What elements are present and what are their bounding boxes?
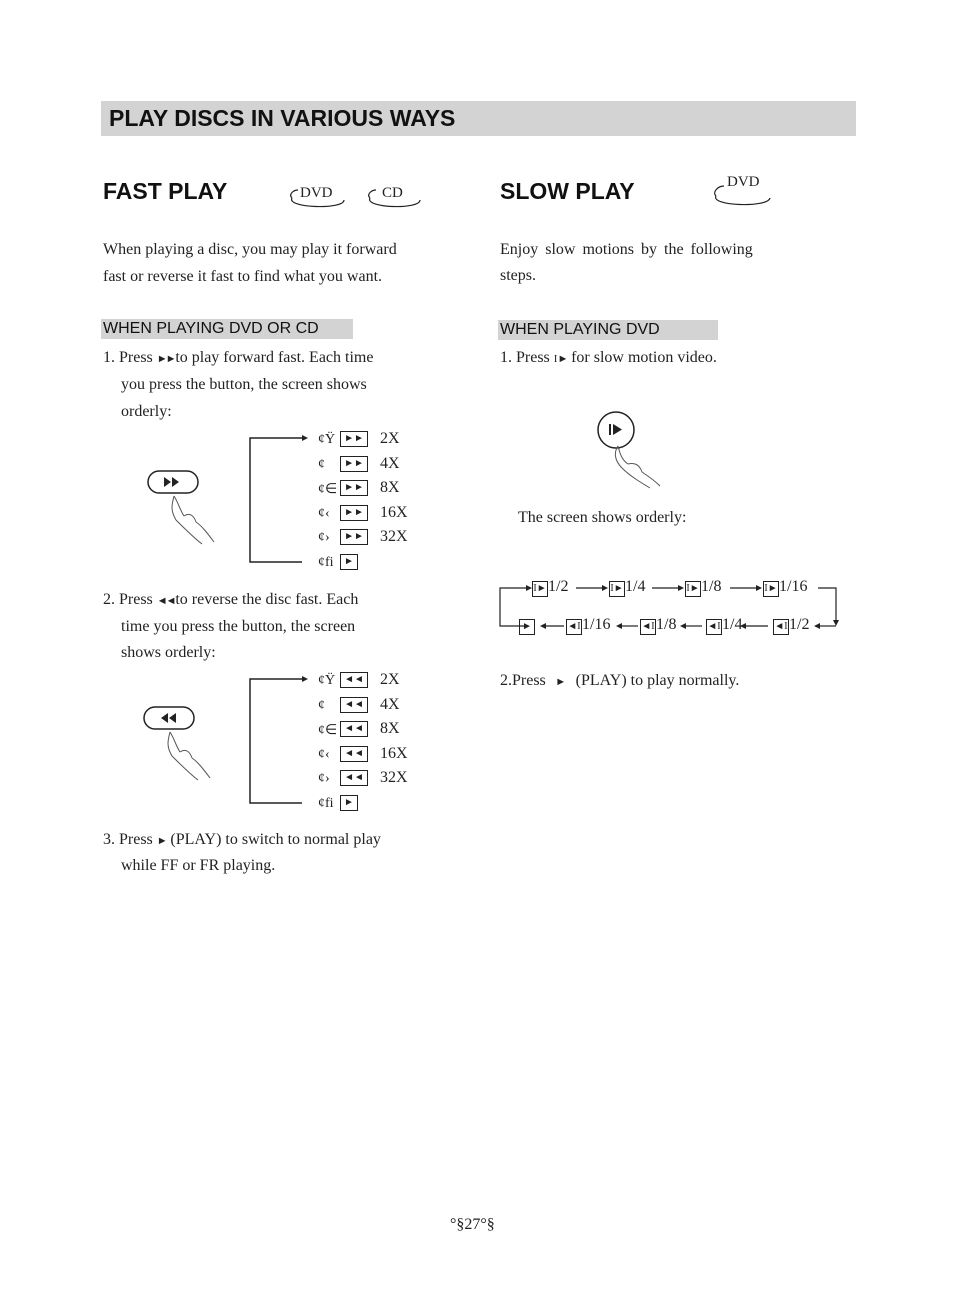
slow-motion-remote-button-icon: [594, 408, 674, 490]
slow-forward-box-icon: I►: [609, 581, 625, 597]
ff-box-icon: ►►: [340, 505, 368, 521]
ff-glyph: ¢‹: [318, 506, 330, 521]
slow-forward-item: [685, 578, 721, 597]
fr-speed-label: 16X: [380, 745, 408, 762]
ff-step1-text: to play forward fast. Each time: [175, 349, 374, 366]
ff-box-icon: ►►: [340, 480, 368, 496]
fr-glyph: ¢›: [318, 771, 330, 786]
slow-reverse-label: 1/4: [722, 616, 743, 633]
slow-forward-label: 1/2: [548, 578, 569, 595]
step3-line1: [103, 826, 381, 855]
play-box-icon: ►: [519, 619, 535, 635]
fr-speed-label: 8X: [380, 720, 400, 737]
slow-forward-label: 1/8: [701, 578, 722, 595]
fast-reverse-remote-button-icon: [140, 704, 224, 784]
slow-screen-shows: The screen shows orderly:: [518, 509, 687, 526]
page-number: °§27°§: [450, 1216, 495, 1233]
page-title: PLAY DISCS IN VARIOUS WAYS: [109, 105, 456, 131]
fr-glyph: ¢: [318, 698, 325, 713]
slow-forward-item: [609, 578, 645, 597]
fast-play-intro-line1: When playing a disc, you may play it forward: [103, 241, 397, 258]
slow-forward-box-icon: I►: [685, 581, 701, 597]
fr-row-4x: [318, 696, 438, 716]
fr-glyph: ¢‹: [318, 747, 330, 762]
slow-forward-box-icon: I►: [532, 581, 548, 597]
slow-play-subheading: WHEN PLAYING DVD: [500, 321, 660, 338]
fr-row-8x: [318, 720, 438, 740]
ff-box-icon: ►►: [340, 456, 368, 472]
fr-box-icon: ◄◄: [340, 746, 368, 762]
fast-play-title: FAST PLAY: [103, 178, 228, 204]
cd-badge: CD: [382, 185, 403, 201]
fr-row-2x: [318, 671, 438, 691]
ff-speed-label: 2X: [380, 430, 400, 447]
ff-speed-label: 8X: [380, 479, 400, 496]
slow-step1-line: [500, 344, 717, 373]
slow-play-intro-line1: Enjoy slow motions by the following: [500, 241, 753, 258]
slow-forward-item: [532, 578, 568, 597]
fr-box-icon: ◄◄: [340, 721, 368, 737]
fr-sequence-bracket: [246, 673, 312, 807]
ff-box-icon: ►►: [340, 431, 368, 447]
ff-row-32x: [318, 528, 438, 548]
ff-glyph: ¢Ÿ: [318, 432, 336, 447]
slow-forward-item: [763, 578, 807, 597]
ff-row-4x: [318, 455, 438, 475]
ff-box-icon: ►►: [340, 529, 368, 545]
slow-step1-prefix: 1. Press: [500, 349, 550, 366]
ff-row-8x: [318, 479, 438, 499]
slow-reverse-label: 1/16: [582, 616, 611, 633]
fr-step2-line1: [103, 586, 358, 615]
slow-motion-glyph-icon: I►: [553, 353, 572, 365]
slow-step2-prefix: 2.Press: [500, 672, 546, 689]
dvd-badge: DVD: [300, 185, 333, 201]
ff-speed-label: 32X: [380, 528, 408, 545]
ff-glyph: ¢›: [318, 530, 330, 545]
slow-step1-text: for slow motion video.: [571, 349, 717, 366]
slow-reverse-item: [640, 616, 676, 635]
slow-reverse-item: [773, 616, 809, 635]
slow-reverse-label: 1/2: [789, 616, 810, 633]
fr-step2-text: to reverse the disc fast. Each: [175, 591, 359, 608]
fast-play-intro-line2: fast or reverse it fast to find what you want.: [103, 268, 383, 285]
fr-step2-prefix: 2. Press: [103, 591, 153, 608]
slow-reverse-box-icon: ◄I: [706, 619, 722, 635]
fast-play-subheading: WHEN PLAYING DVD OR CD: [103, 320, 319, 337]
slow-reverse-box-icon: ◄I: [773, 619, 789, 635]
slow-forward-label: 1/16: [779, 578, 808, 595]
slow-reverse-label: 1/8: [656, 616, 677, 633]
ff-row-2x: [318, 430, 438, 450]
fr-glyph: ¢∈: [318, 723, 338, 738]
fast-forward-glyph-icon: ►►: [156, 353, 176, 365]
ff-step1-line2: you press the button, the screen shows: [121, 376, 367, 393]
ff-row-16x: [318, 504, 438, 524]
play-box-icon: ►: [340, 795, 358, 811]
play-glyph-icon: ►: [156, 835, 171, 847]
slow-reverse-item: [706, 616, 742, 635]
slow-reverse-item: [566, 616, 610, 635]
fr-box-icon: ◄◄: [340, 770, 368, 786]
ff-step1-prefix: 1. Press: [103, 349, 153, 366]
fast-play-subheading-bar: [101, 319, 353, 339]
slow-step2-line: [500, 667, 739, 696]
fr-glyph: ¢fi: [318, 796, 334, 811]
fr-row-play: [318, 794, 378, 814]
fast-reverse-glyph-icon: ◄◄: [156, 595, 176, 607]
step3-line2: while FF or FR playing.: [121, 857, 276, 874]
ff-step1-line3: orderly:: [121, 403, 172, 420]
fr-box-icon: ◄◄: [340, 672, 368, 688]
ff-speed-label: 16X: [380, 504, 408, 521]
fr-box-icon: ◄◄: [340, 697, 368, 713]
play-box-icon: ►: [340, 554, 358, 570]
ff-glyph: ¢: [318, 457, 325, 472]
step3-prefix: 3. Press: [103, 831, 153, 848]
fr-row-16x: [318, 745, 438, 765]
ff-sequence-bracket: [246, 432, 312, 566]
ff-glyph: ¢∈: [318, 482, 338, 497]
slow-play-item: [519, 616, 535, 635]
slow-play-intro-line2: steps.: [500, 267, 536, 284]
slow-play-subheading-bar: [498, 320, 718, 340]
fr-step2-line3: shows orderly:: [121, 644, 216, 661]
fast-forward-remote-button-icon: [144, 468, 228, 548]
fr-speed-label: 4X: [380, 696, 400, 713]
ff-speed-label: 4X: [380, 455, 400, 472]
slow-reverse-box-icon: ◄I: [640, 619, 656, 635]
slow-reverse-box-icon: ◄I: [566, 619, 582, 635]
slow-forward-label: 1/4: [625, 578, 646, 595]
ff-row-play: [318, 553, 378, 573]
slow-step2-text: (PLAY) to play normally.: [575, 672, 740, 689]
fr-speed-label: 2X: [380, 671, 400, 688]
slow-forward-box-icon: I►: [763, 581, 779, 597]
fr-row-32x: [318, 769, 438, 789]
fr-glyph: ¢Ÿ: [318, 673, 336, 688]
fr-speed-label: 32X: [380, 769, 408, 786]
ff-step1-line1: [103, 344, 373, 373]
fr-step2-line2: time you press the button, the screen: [121, 618, 356, 635]
ff-glyph: ¢fi: [318, 555, 334, 570]
slow-play-title: SLOW PLAY: [500, 178, 635, 204]
slow-dvd-badge: DVD: [727, 174, 760, 190]
step3-text: (PLAY) to switch to normal play: [170, 831, 381, 848]
play-glyph-icon: ►: [549, 676, 572, 688]
